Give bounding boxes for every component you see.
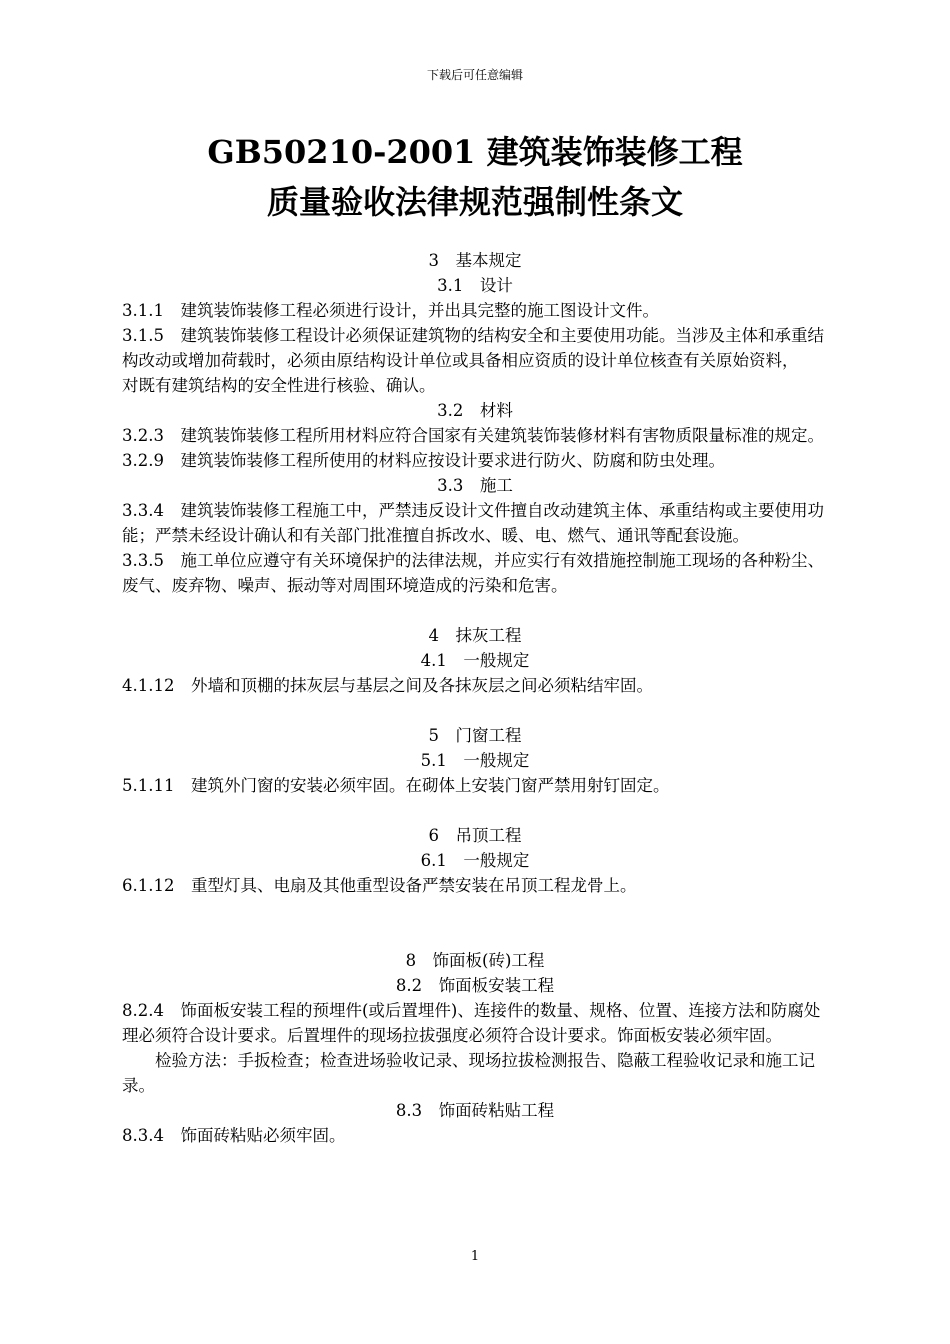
- section-heading-8-3: 8.3 饰面砖粘贴工程: [395, 1101, 555, 1120]
- clause-3-1-1: 3.1.1 建筑装饰装修工程必须进行设计，并出具完整的施工图设计文件。: [122, 301, 659, 320]
- clause-3-2-9: 3.2.9 建筑装饰装修工程所使用的材料应按设计要求进行防火、防腐和防虫处理。: [122, 451, 725, 470]
- chapter-heading-3: 3 基本规定: [428, 251, 522, 270]
- section-heading-8-2: 8.2 饰面板安装工程: [395, 976, 555, 995]
- header-note: 下载后可任意编辑: [426, 68, 523, 82]
- spacer: [122, 898, 828, 948]
- chapter-heading-5: 5 门窗工程: [428, 726, 522, 745]
- document-title-line-1: GB50210-2001 建筑装饰装修工程: [207, 133, 743, 171]
- section-heading-4-1: 4.1 一般规定: [420, 651, 530, 670]
- document-title-line-2: 质量验收法律规范强制性条文: [266, 183, 683, 221]
- section-heading-3-1: 3.1 设计: [437, 276, 513, 295]
- clause-5-1-11: 5.1.11 建筑外门窗的安装必须牢固。在砌体上安装门窗严禁用射钉固定。: [122, 776, 670, 795]
- clause-6-1-12: 6.1.12 重型灯具、电扇及其他重型设备严禁安装在吊顶工程龙骨上。: [122, 876, 637, 895]
- spacer: [122, 698, 828, 723]
- section-heading-5-1: 5.1 一般规定: [420, 751, 530, 770]
- clause-3-2-3: 3.2.3 建筑装饰装修工程所用材料应符合国家有关建筑装饰装修材料有害物质限量标准的规定。: [122, 426, 824, 445]
- clause-3-3-5: 3.3.5 施工单位应遵守有关环境保护的法律法规，并应实行有效措施控制施工现场的各种粉尘、废气、废弃物、噪声、振动等对周围环境造成的污染和危害。: [122, 551, 824, 595]
- section-heading-3-3: 3.3 施工: [437, 476, 513, 495]
- chapter-heading-4: 4 抹灰工程: [428, 626, 522, 645]
- clause-4-1-12: 4.1.12 外墙和顶棚的抹灰层与基层之间及各抹灰层之间必须粘结牢固。: [122, 676, 653, 695]
- clause-3-3-4: 3.3.4 建筑装饰装修工程施工中，严禁违反设计文件擅自改动建筑主体、承重结构或主要使用功能；严禁未经设计确认和有关部门批准擅自拆改水、暖、电、燃气、通讯等配套设施。: [122, 501, 824, 545]
- clause-8-2-4-inspection-method: 检验方法：手扳检查；检查进场验收记录、现场拉拔检测报告、隐蔽工程验收记录和施工记录。: [122, 1051, 815, 1095]
- chapter-heading-6: 6 吊顶工程: [428, 826, 522, 845]
- clause-8-2-4: 8.2.4 饰面板安装工程的预埋件(或后置埋件)、连接件的数量、规格、位置、连接方法和防腐处理必须符合设计要求。后置埋件的现场拉拔强度必须符合设计要求。饰面板安装必须牢固。: [122, 1001, 821, 1045]
- section-heading-6-1: 6.1 一般规定: [420, 851, 530, 870]
- spacer: [122, 598, 828, 623]
- section-heading-3-2: 3.2 材料: [437, 401, 513, 420]
- document-body: [122, 248, 828, 1148]
- spacer: [122, 798, 828, 823]
- page-number: 1: [470, 1249, 480, 1264]
- clause-8-3-4: 8.3.4 饰面砖粘贴必须牢固。: [122, 1126, 346, 1145]
- clause-3-1-5: 3.1.5 建筑装饰装修工程设计必须保证建筑物的结构安全和主要使用功能。当涉及主体和承重结构改动或增加荷载时，必须由原结构设计单位或具备相应资质的设计单位核查有关原始资料， 对既有建筑结构的安全性进行核验、确认。: [122, 326, 824, 395]
- chapter-heading-8: 8 饰面板(砖)工程: [405, 951, 545, 970]
